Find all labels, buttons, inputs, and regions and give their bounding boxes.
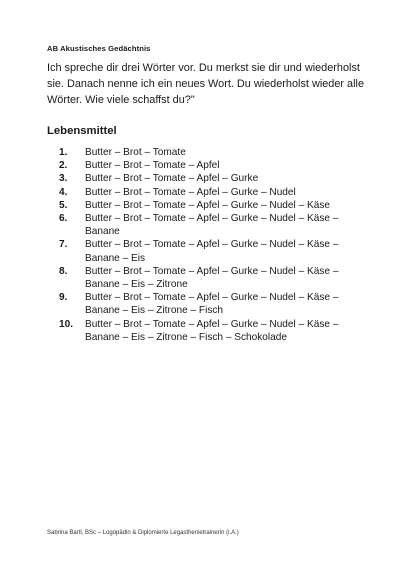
list-item-number: 9. (59, 292, 68, 304)
list-item (59, 199, 369, 212)
list-item (59, 265, 369, 291)
list-item-number: 10. (59, 318, 74, 330)
word-list (59, 146, 369, 344)
list-item-number: 1. (59, 147, 68, 158)
list-item-text: Butter – Brot – Tomate (85, 147, 186, 158)
list-item-text: Butter – Brot – Tomate – Apfel – Gurke – Nudel – Käse – Banane – Eis – Zitrone – Fisch (85, 292, 339, 317)
list-item (59, 291, 369, 317)
list-item-text: Butter – Brot – Tomate – Apfel – Gurke – Nudel – Käse – Banane – Eis – Zitrone (85, 265, 339, 291)
list-item-text: Butter – Brot – Tomate – Apfel – Gurke – Nudel – Käse (85, 199, 331, 211)
list-item (59, 318, 369, 344)
list-item-number: 7. (59, 239, 68, 251)
list-item-number: 3. (59, 173, 68, 185)
list-item-text: Butter – Brot – Tomate – Apfel – Gurke (85, 173, 259, 185)
footer-author: Sabrina Bartl, BSc – Logopädin & Diplomierte Legasthenietrainerin (i.A.) (47, 530, 239, 536)
list-item-number: 4. (59, 186, 68, 198)
list-item-text: Butter – Brot – Tomate – Apfel (85, 160, 220, 172)
list-item-number: 6. (59, 213, 68, 225)
list-item (59, 172, 369, 185)
list-item-number: 5. (59, 199, 68, 211)
list-item (59, 238, 369, 264)
list-item-text: Butter – Brot – Tomate – Apfel – Gurke – Nudel – Käse – Banane – Eis – Zitrone – Fisch – Schokolade (85, 318, 339, 343)
list-item-text: Butter – Brot – Tomate – Apfel – Gurke – Nudel – Käse – Banane (85, 213, 339, 238)
list-item-text: Butter – Brot – Tomate – Apfel – Gurke – Nudel (85, 186, 296, 198)
list-item (59, 186, 369, 199)
list-item-text: Butter – Brot – Tomate – Apfel – Gurke – Nudel – Käse – Banane – Eis (85, 239, 339, 264)
document-title: AB Akustisches Gedächtnis (47, 44, 151, 53)
list-item (59, 146, 369, 159)
intro-paragraph: Ich spreche dir drei Wörter vor. Du merkst sie dir und wiederholst sie. Danach nenne ich ein neues Wort. Du wiederholst wieder alle Wörter. Wie viele schaffst du?" (47, 62, 365, 106)
list-item-number: 8. (59, 265, 68, 277)
list-item-number: 2. (59, 160, 68, 172)
section-title: Lebensmittel (47, 125, 117, 137)
list-item (59, 212, 369, 238)
list-item (59, 159, 369, 172)
